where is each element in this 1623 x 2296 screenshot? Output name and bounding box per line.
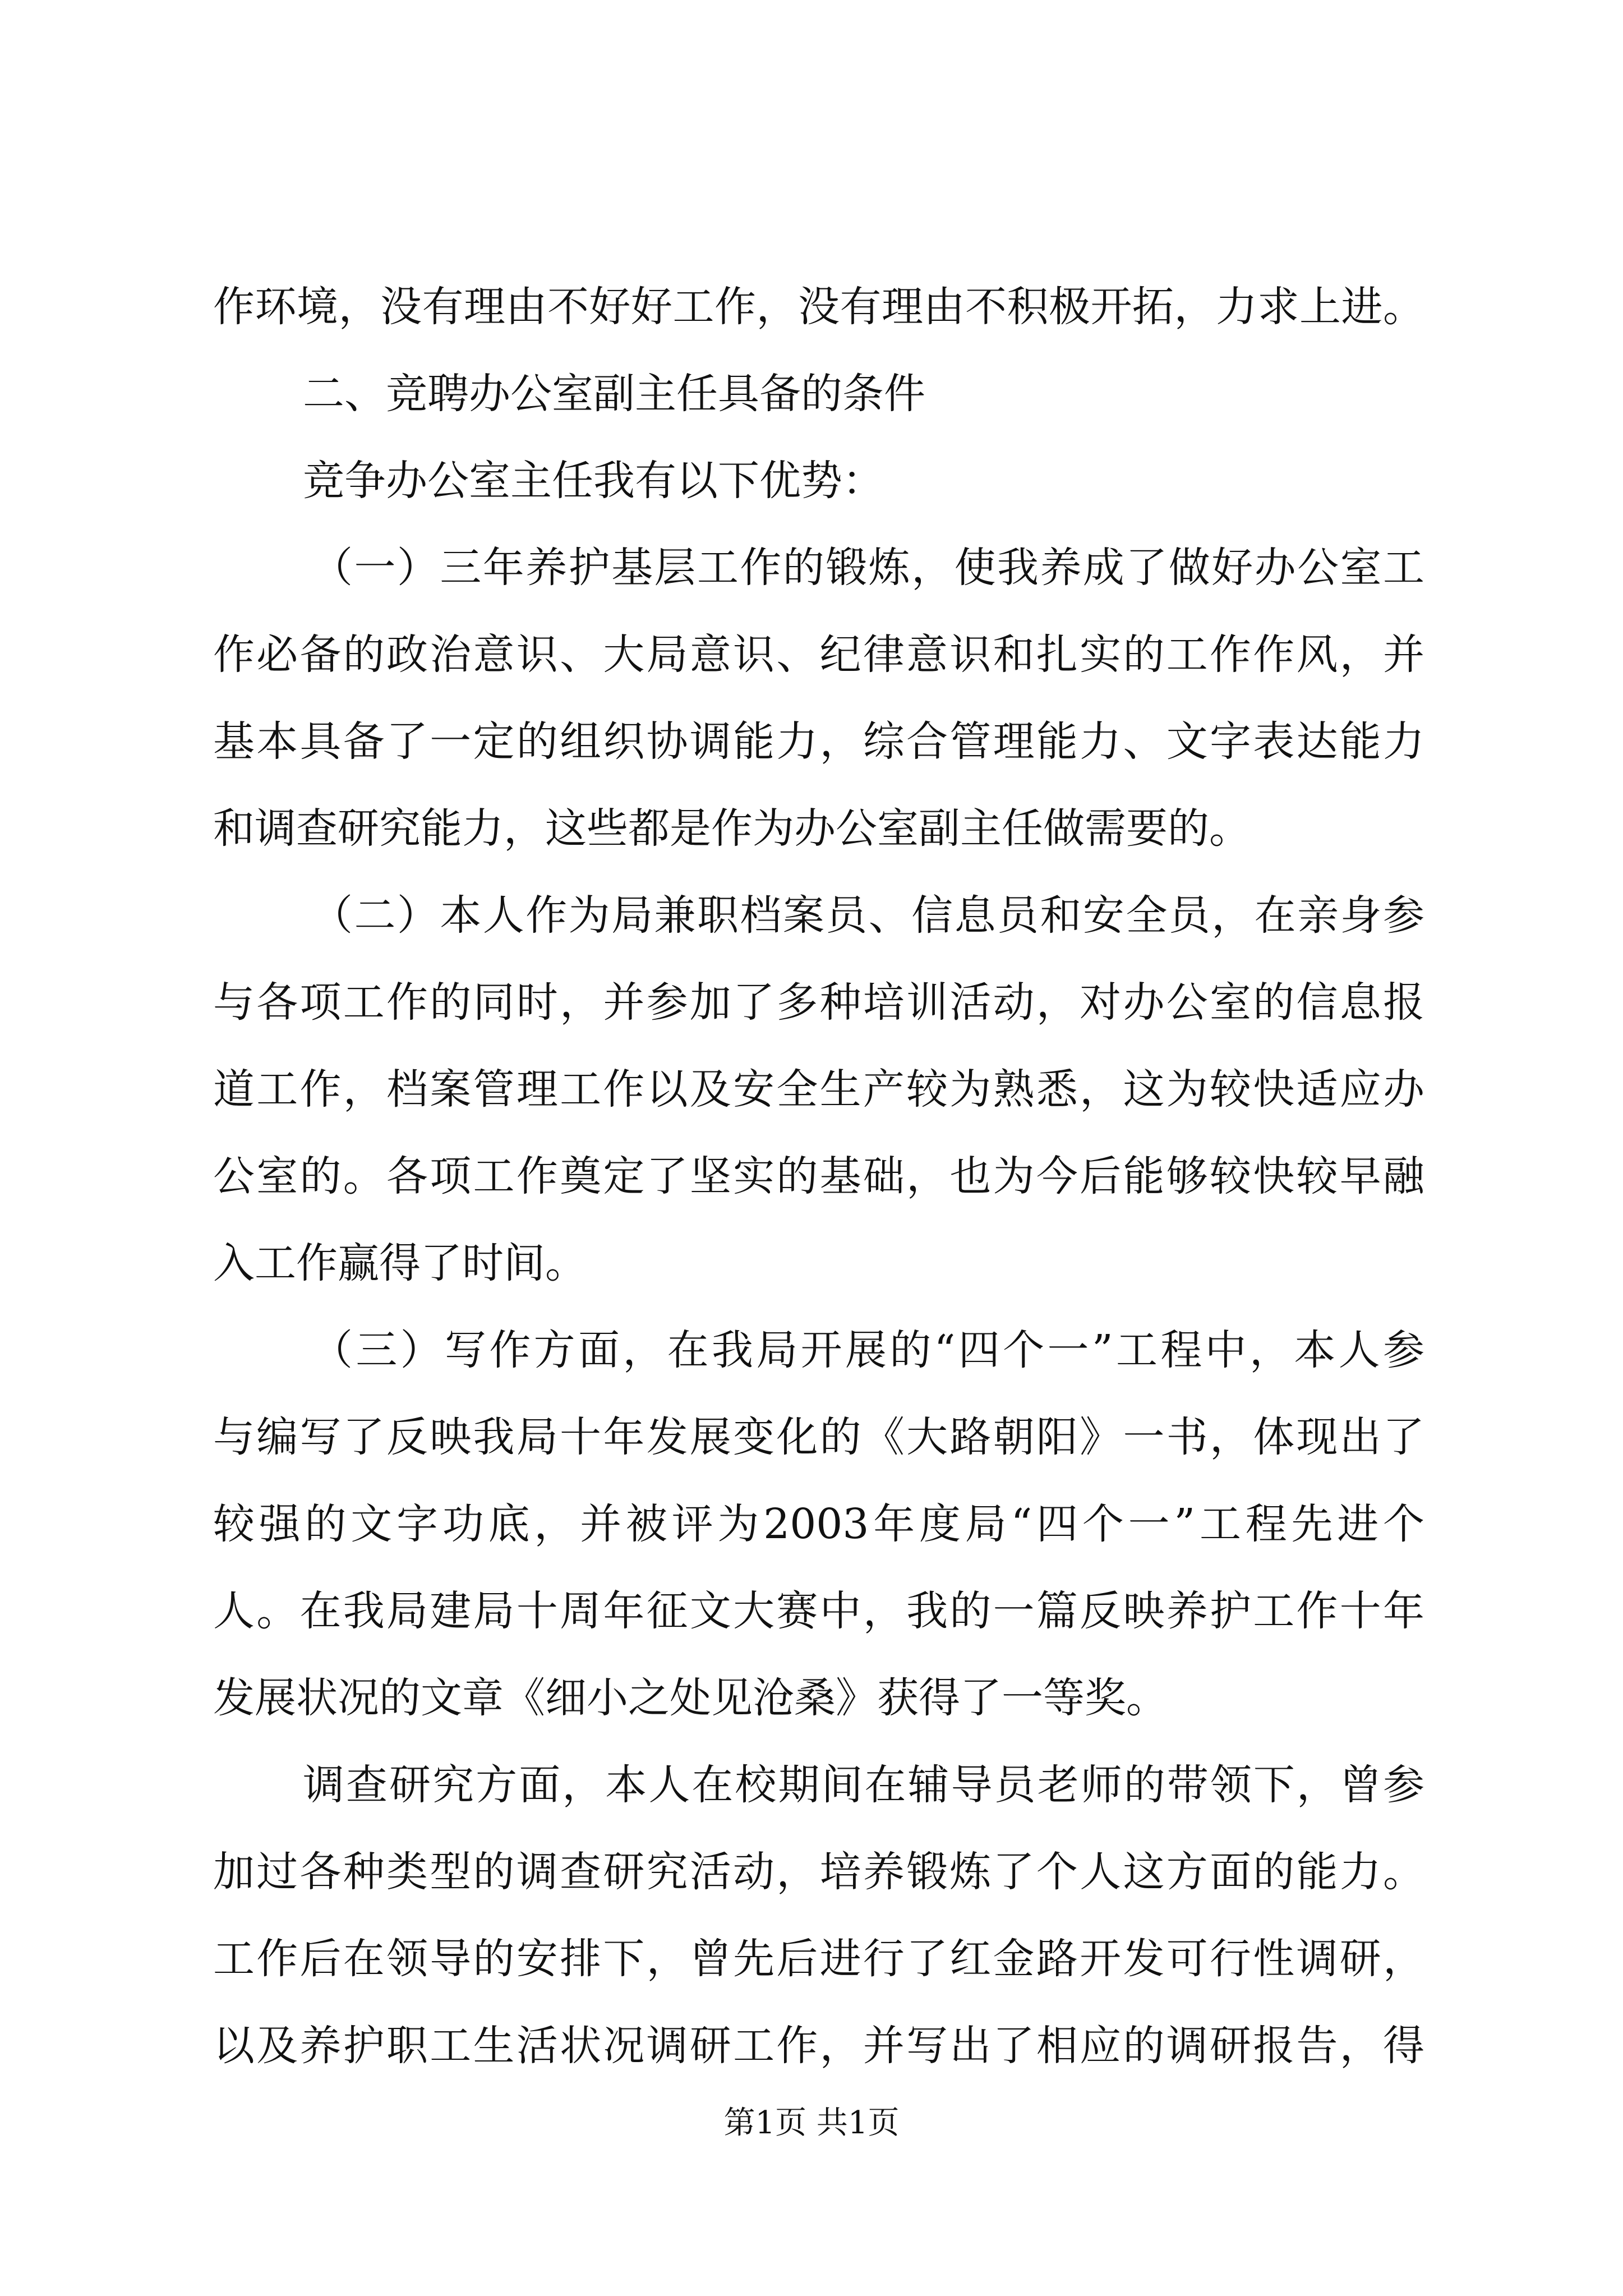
text-line: 工作后在领导的安排下，曾先后进行了红金路开发可行性调研， xyxy=(213,1935,1424,1983)
text-line: 公室的。各项工作奠定了坚实的基础，也为今后能够较快较早融 xyxy=(213,1152,1424,1200)
text-line: （三）写作方面，在我局开展的“四个一”工程中，本人参 xyxy=(311,1326,1424,1374)
text-line: 加过各种类型的调查研究活动，培养锻炼了个人这方面的能力。 xyxy=(213,1848,1424,1896)
text-line: 较强的文字功底，并被评为2003年度局“四个一”工程先进个 xyxy=(213,1500,1424,1548)
text-line: 和调查研究能力，这些都是作为办公室副主任做需要的。 xyxy=(213,804,1251,853)
text-line: （一）三年养护基层工作的锻炼，使我养成了做好办公室工 xyxy=(311,544,1424,592)
text-line: 调查研究方面，本人在校期间在辅导员老师的带领下，曾参 xyxy=(303,1761,1424,1809)
text-line: 入工作赢得了时间。 xyxy=(213,1239,587,1287)
text-line: 发展状况的文章《细小之处见沧桑》获得了一等奖。 xyxy=(213,1674,1168,1722)
page-footer: 第1页 共1页 xyxy=(723,2105,900,2141)
text-line: 基本具备了一定的组织协调能力，综合管理能力、文字表达能力 xyxy=(213,717,1424,766)
text-line: 与编写了反映我局十年发展变化的《大路朝阳》一书，体现出了 xyxy=(213,1413,1424,1461)
text-line: 道工作，档案管理工作以及安全生产较为熟悉，这为较快适应办 xyxy=(213,1065,1424,1114)
text-line: 竞争办公室主任我有以下优势： xyxy=(303,457,884,505)
text-line: 作环境，没有理由不好好工作，没有理由不积极开拓，力求上进。 xyxy=(213,283,1424,331)
text-line: 以及养护职工生活状况调研工作，并写出了相应的调研报告，得 xyxy=(213,2022,1424,2070)
document-body xyxy=(213,264,1424,2090)
text-line: 作必备的政治意识、大局意识、纪律意识和扎实的工作作风，并 xyxy=(213,631,1424,679)
text-line: 与各项工作的同时，并参加了多种培训活动，对办公室的信息报 xyxy=(213,978,1424,1027)
text-line: （二）本人作为局兼职档案员、信息员和安全员，在亲身参 xyxy=(311,891,1424,940)
text-line: 人。在我局建局十周年征文大赛中，我的一篇反映养护工作十年 xyxy=(213,1587,1424,1635)
section-heading: 二、竞聘办公室副主任具备的条件 xyxy=(303,370,925,418)
